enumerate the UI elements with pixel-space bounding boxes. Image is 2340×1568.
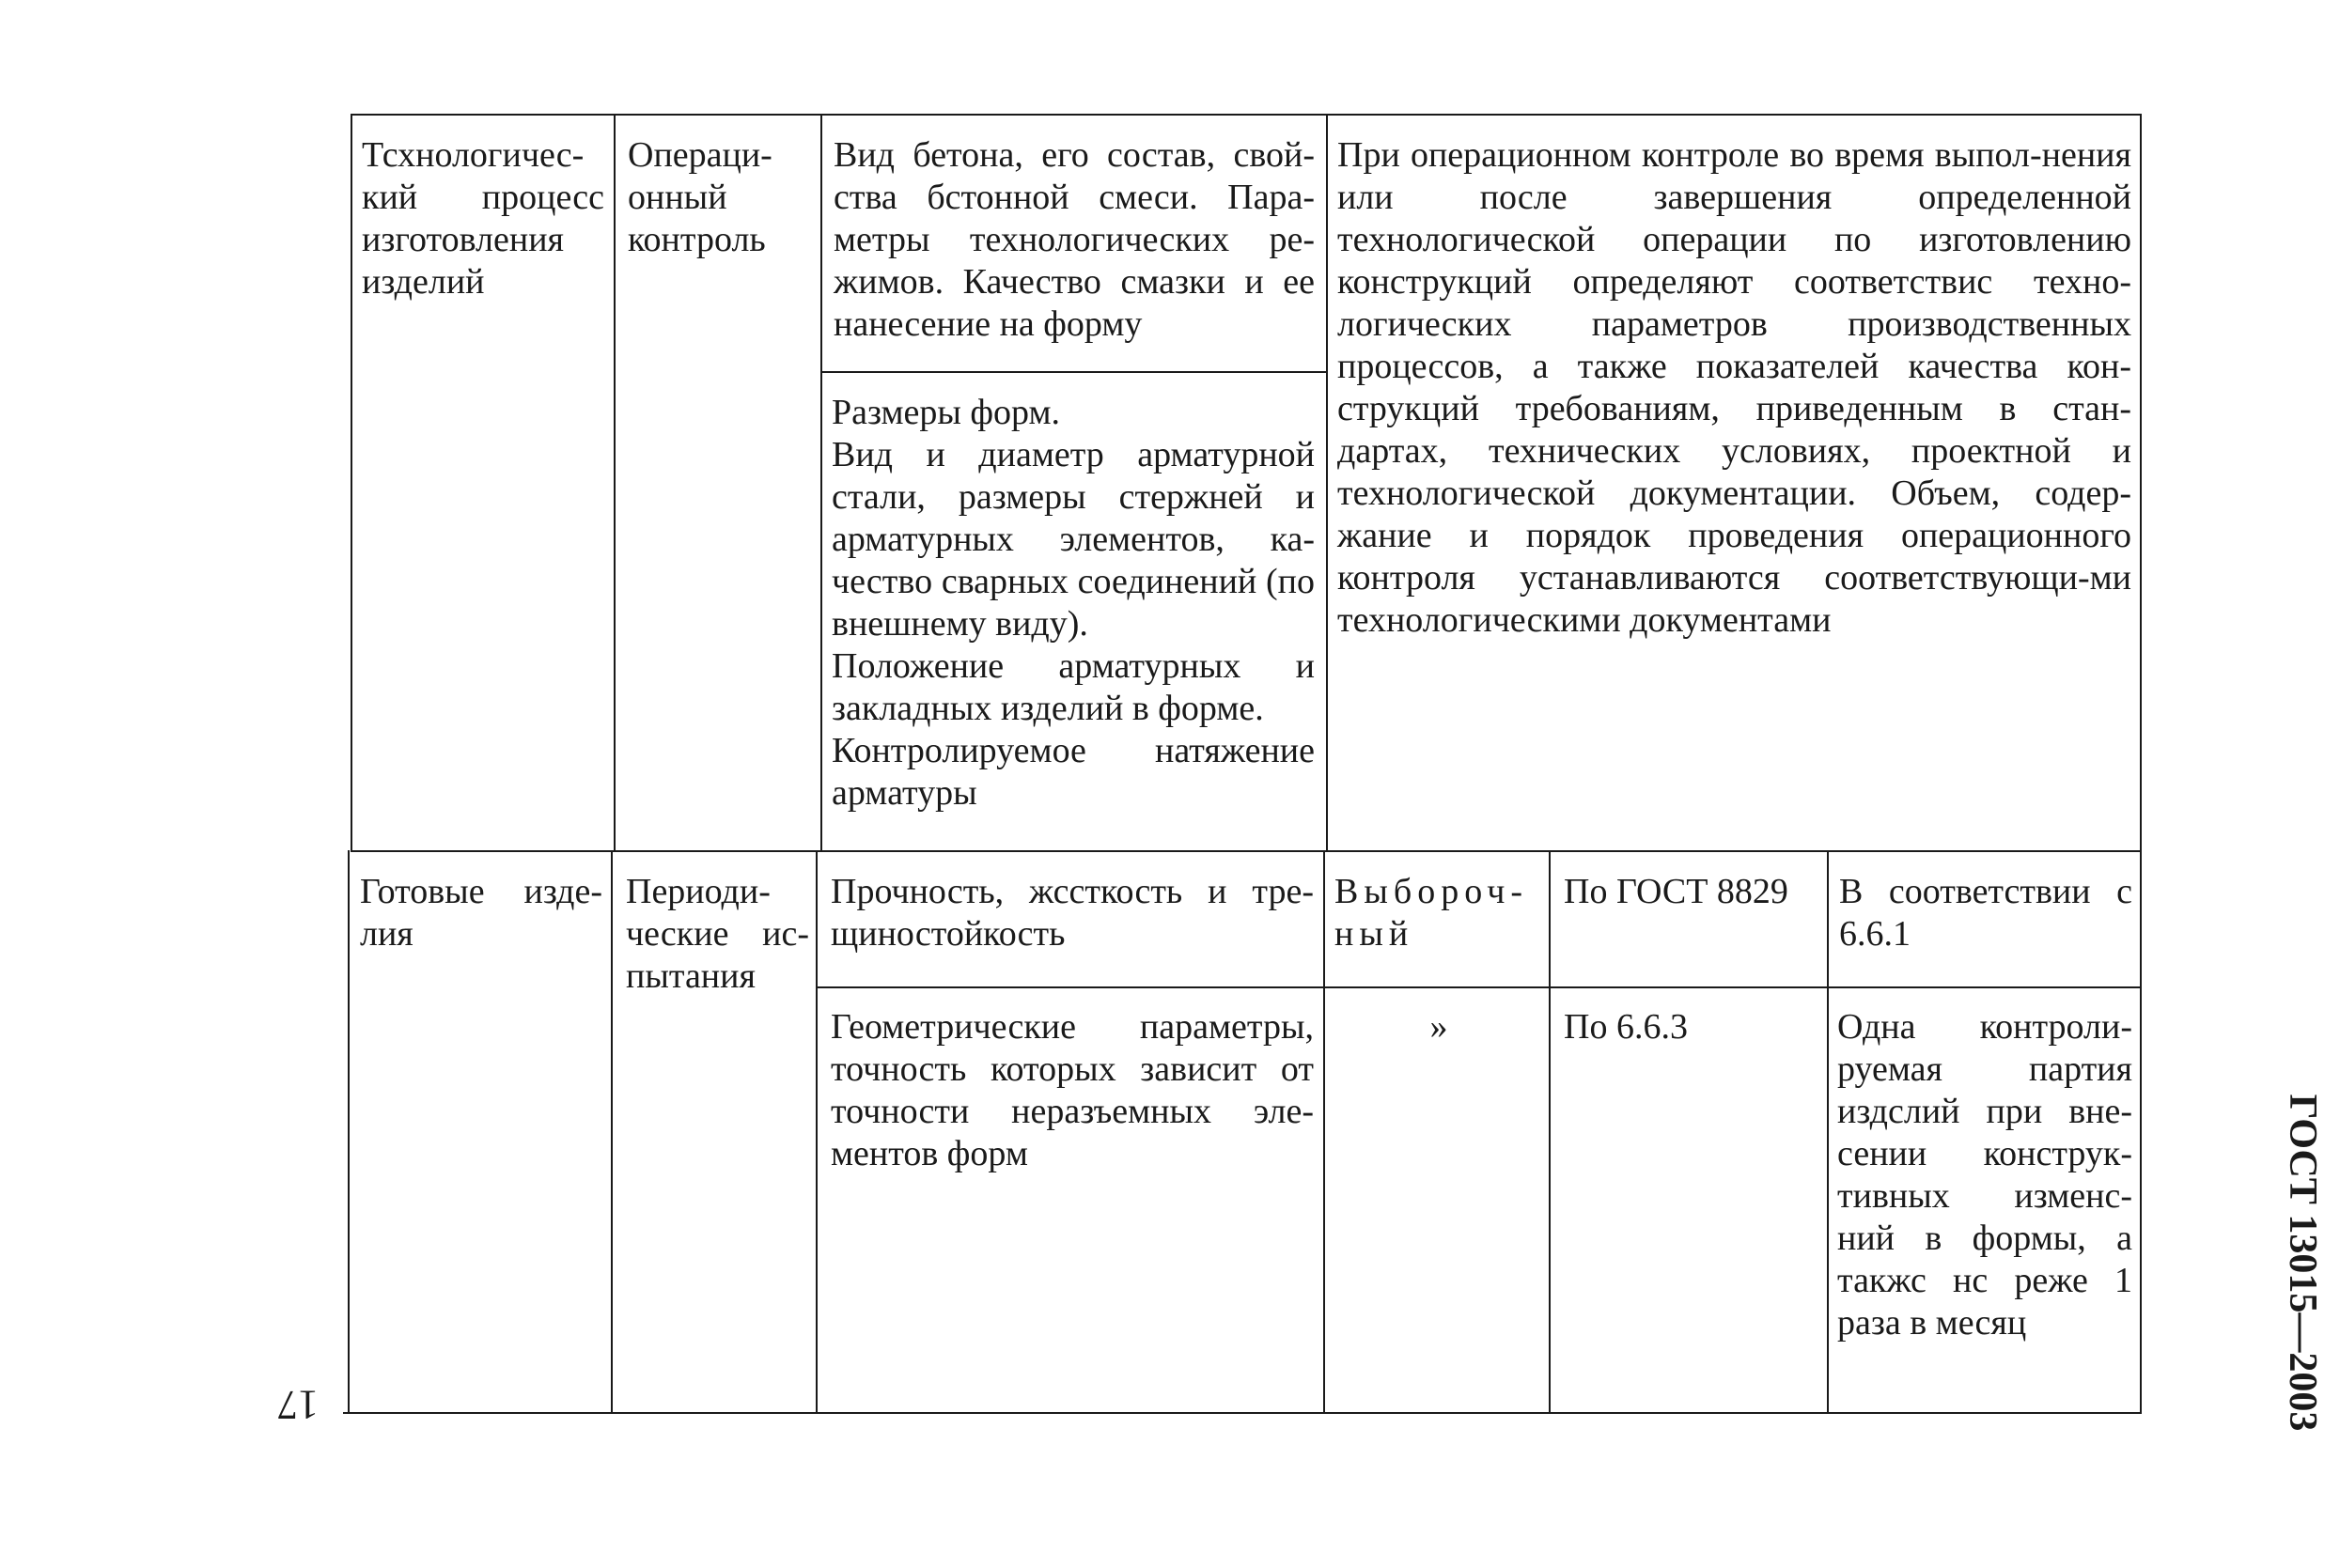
finished-subrow-divider — [818, 986, 2142, 988]
process-parameters-cell-1: Вид бетона, его состав, свой-ства бстонной смеси. Пара-метры технологических ре-жимов. Качество смазки и ее нанесение на форму — [834, 135, 1315, 344]
finished-frequency-cell-2: Одна контроли-руемая партия издслий при вне-сении конструк-тивных изменс-ний в формы, а такжс нс реже 1 раза в месяц — [1837, 1007, 2132, 1343]
table-right-border — [2140, 114, 2142, 1414]
col-divider-2 — [820, 114, 822, 852]
col-divider-1 — [614, 114, 616, 852]
process-description-cell: При операционном контроле во время выпол-нения или после завершения определенной технологической операции по изготовлению конструкций определяют соответствис техно-логических параметров производственных процессов, а также показателей качества кон-струкций требованиям, приведенным в стан-дартах, технических условиях, проектной и технологической документации. Объем, содер-жание и порядок проведения операционного контроля устанавливаются соответствующи-ми технологическими документами — [1337, 135, 2131, 640]
process-parameters-divider — [820, 371, 1328, 373]
process-parameters-cell-2: Размеры форм. Вид и диаметр арматурной стали, размеры стержней и арматурных элементов, ка-чество сварных соединений (по внешнему виду). Положение арматурных и закладных изделий в форме. Контролируемое натяжение арматуры — [832, 393, 1315, 813]
finished-frequency-cell-1: В соответствии с 6.6.1 — [1839, 872, 2132, 954]
table-left-border — [351, 114, 352, 852]
finished-control-type-cell: Периоди-ческие ис-пытания — [626, 872, 809, 996]
col-divider-4 — [1549, 850, 1551, 1414]
table-top-border — [351, 114, 2142, 116]
col-divider-1-lower — [611, 850, 613, 1414]
col-divider-2-lower — [816, 850, 818, 1414]
finished-parameter-cell-2: Геометрические параметры, точность которых зависит от точности неразъемных эле-ментов форм — [831, 1007, 1314, 1173]
col-divider-5 — [1827, 850, 1829, 1414]
col-divider-3 — [1326, 114, 1328, 852]
finished-method-cell-2: » — [1429, 1007, 1448, 1047]
finished-method-cell-1: Выбороч-ный — [1334, 872, 1528, 954]
table-bottom-border — [343, 1412, 2142, 1414]
finished-object-cell: Готовые изде-лия — [360, 872, 602, 954]
finished-standard-cell-1: По ГОСТ 8829 — [1564, 872, 1788, 911]
table-left-border-lower — [348, 850, 350, 1414]
process-control-type-cell: Операци-онный контроль — [628, 135, 772, 259]
row-divider — [351, 850, 2142, 852]
finished-standard-cell-2: По 6.6.3 — [1564, 1007, 1688, 1047]
col-divider-3-lower — [1323, 850, 1325, 1414]
finished-parameter-cell-1: Прочность, жссткость и тре-щиностойкость — [831, 872, 1314, 954]
document-code: ГОСТ 13015—2003 — [2281, 1094, 2324, 1432]
process-object-cell: Тсхнологичес-кий процесс изготовления изделий — [362, 135, 604, 302]
page-number: 17 — [277, 1382, 319, 1428]
